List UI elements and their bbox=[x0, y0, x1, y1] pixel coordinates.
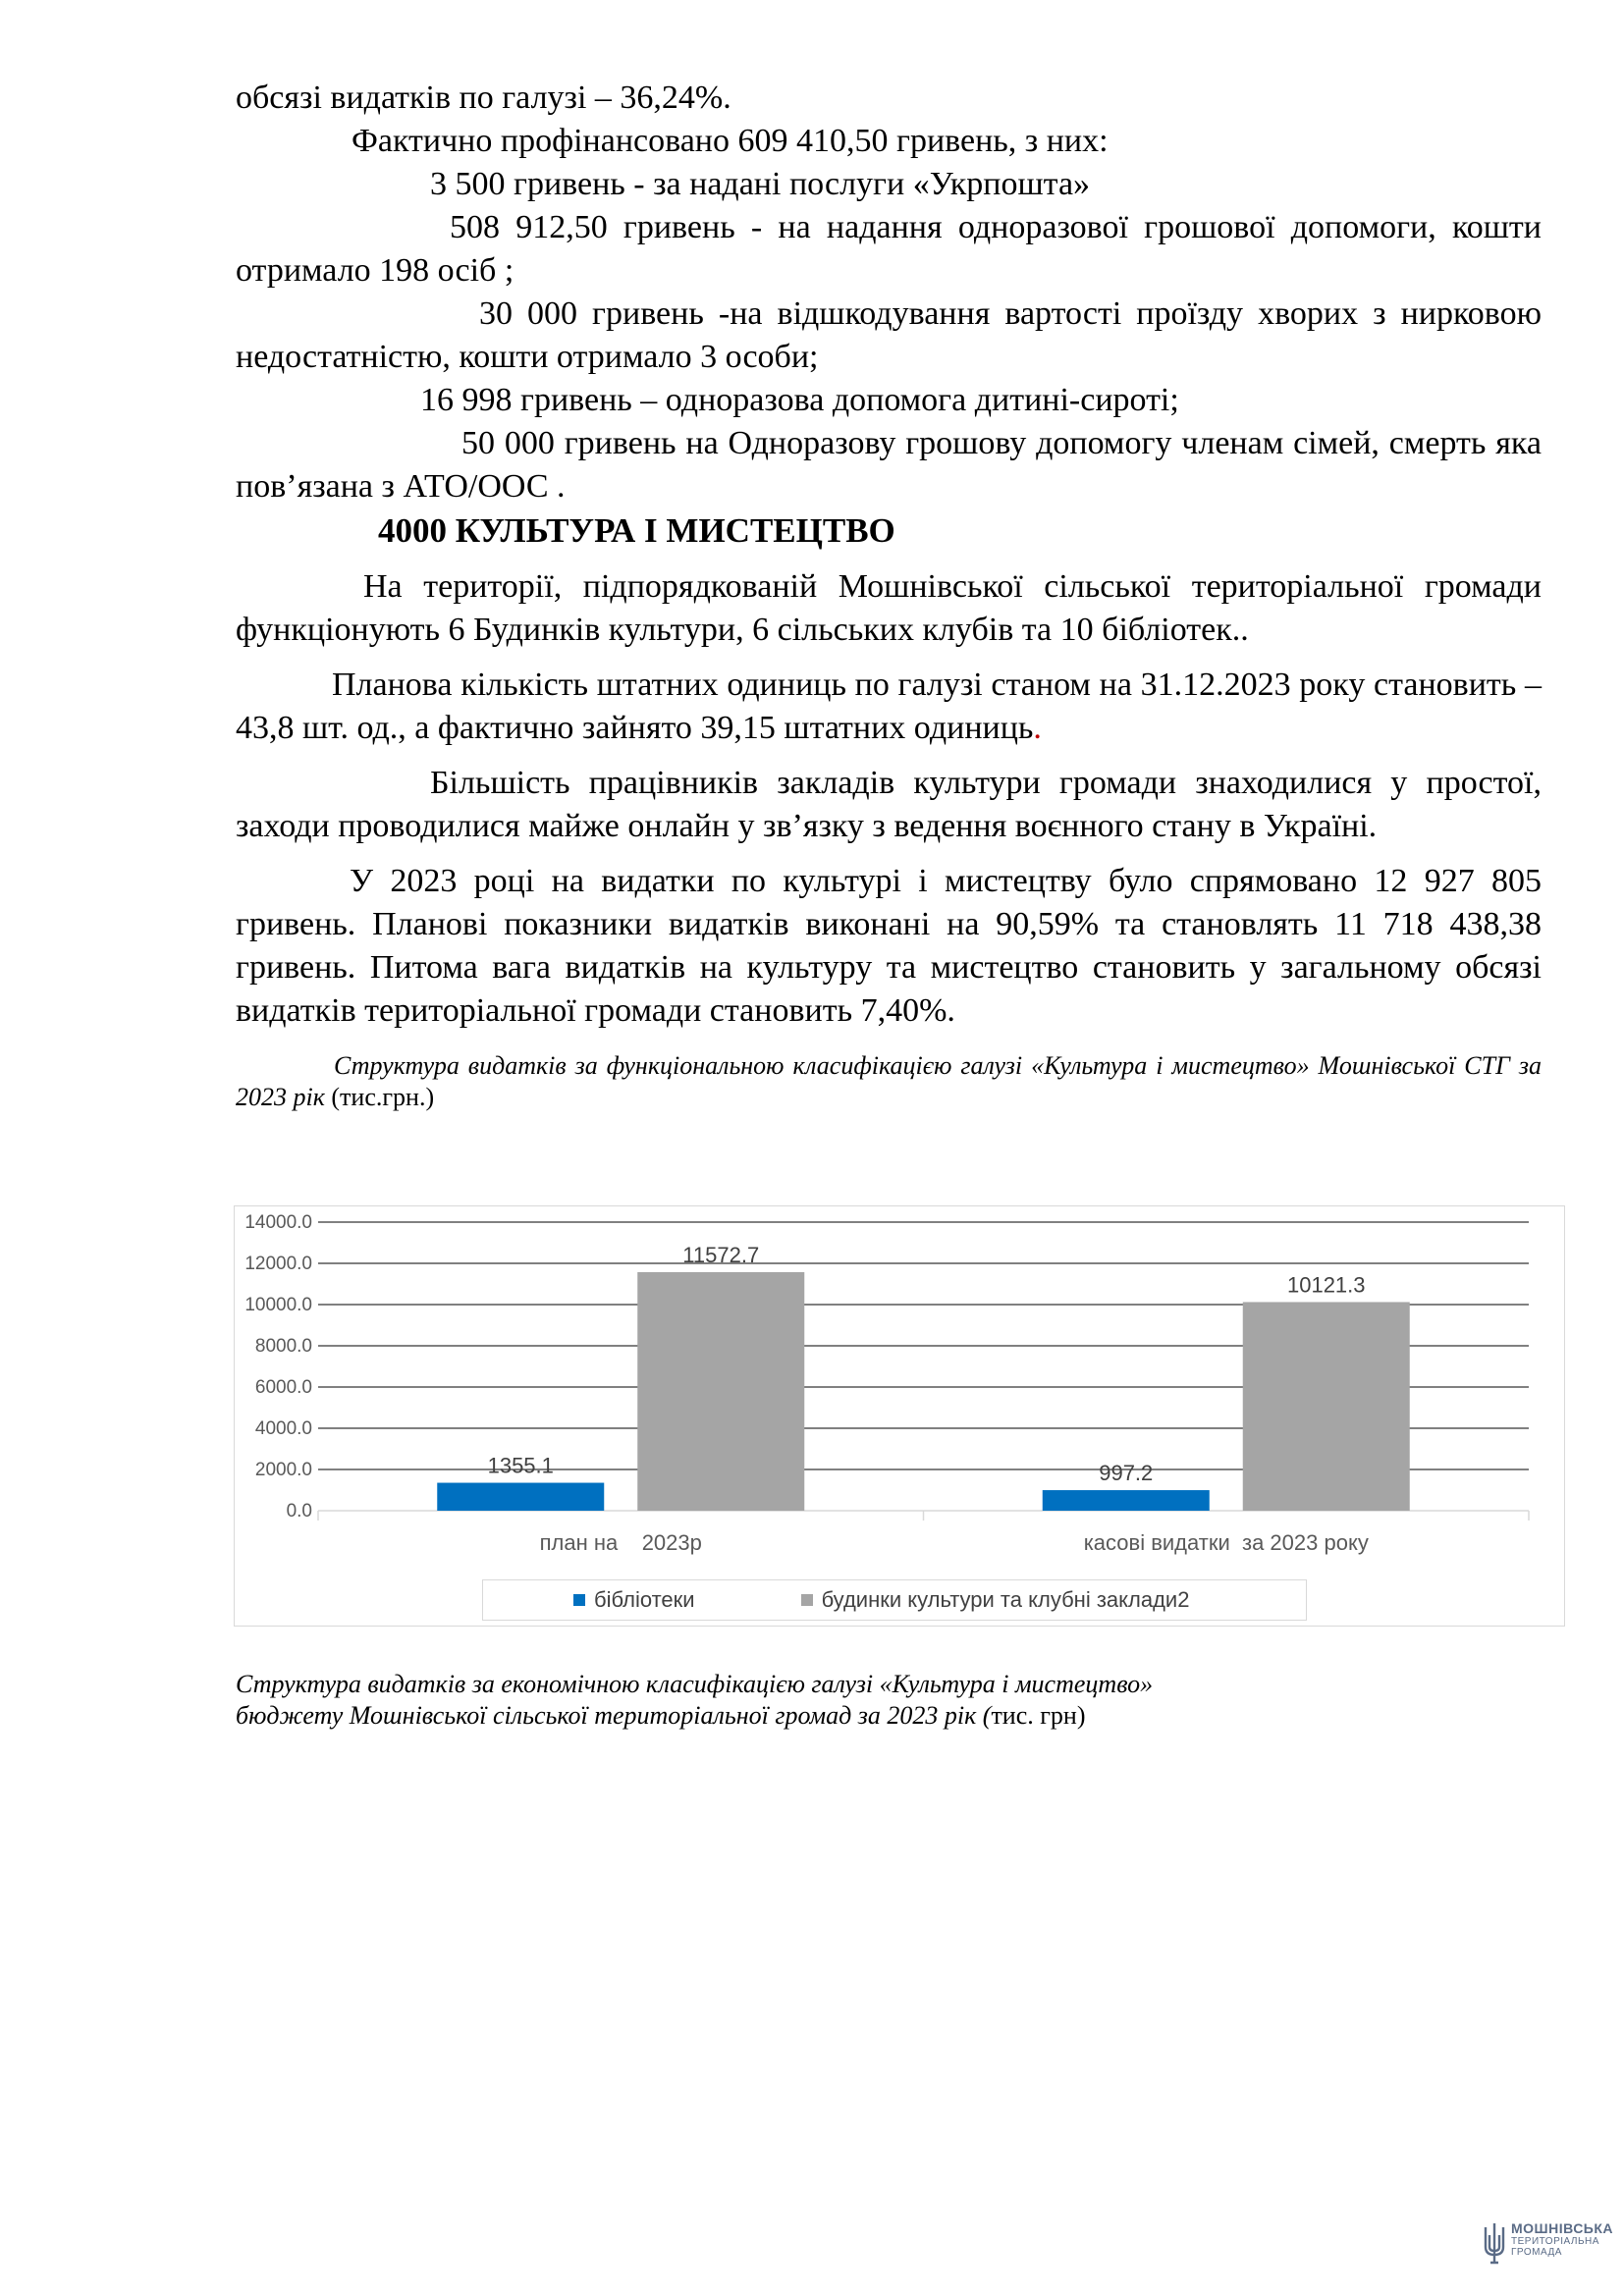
legend-item-culture-houses bbox=[801, 1587, 1190, 1613]
section-heading: 4000 КУЛЬТУРА І МИСТЕЦТВО bbox=[378, 511, 895, 550]
x-category-label: план на 2023р bbox=[539, 1530, 702, 1555]
caption-economic bbox=[236, 1669, 1414, 1732]
logo-subtitle: ТЕРИТОРІАЛЬНА bbox=[1511, 2236, 1599, 2247]
paragraph: обсязі видатків по галузі – 36,24%. bbox=[236, 80, 731, 116]
y-tick-label: 12000.0 bbox=[244, 1254, 312, 1274]
bar-chart bbox=[234, 1205, 1565, 1627]
paragraph: 508 912,50 гривень - на надання одноразової грошової допомоги, кошти отримало 198 осіб ; bbox=[236, 209, 1542, 289]
caption-line: Структура видатків за економічною класифікацією галузі «Культура і мистецтво» bbox=[236, 1670, 1154, 1698]
legend-label: бібліотеки bbox=[594, 1587, 695, 1612]
bar-libraries bbox=[437, 1483, 604, 1511]
red-dot: . bbox=[1033, 710, 1042, 746]
caption-paren: ( bbox=[982, 1701, 992, 1730]
paragraph: 3 500 гривень - за надані послуги «Укрпошта» bbox=[430, 166, 1091, 202]
data-label: 1355.1 bbox=[487, 1453, 554, 1478]
caption-text: бюджету Мошнівської сільської територіальної громад за 2023 рік bbox=[236, 1701, 983, 1730]
y-tick-label: 10000.0 bbox=[244, 1295, 312, 1315]
bar-libraries bbox=[1043, 1490, 1210, 1511]
caption-unit: (тис.грн.) bbox=[324, 1083, 435, 1111]
y-tick-label: 6000.0 bbox=[254, 1377, 312, 1398]
logo-subtitle: ГРОМАДА bbox=[1511, 2247, 1562, 2258]
chart-caption bbox=[236, 1050, 1542, 1113]
y-tick-label: 14000.0 bbox=[244, 1212, 312, 1233]
paragraph-text: Планова кількість штатних одиниць по галузі станом на 31.12.2023 року становить – 43,8 шт. од., а фактично зайнято 39,15 штатних одиниць bbox=[236, 667, 1542, 746]
paragraph: У 2023 році на видатки по культурі і мистецтву було спрямовано 12 927 805 гривень. Планові показники видатків виконані на 90,59% та становлять 11 718 438,38 гривень. Питома вага видатків на культуру та мистецтво становить у загальному обсязі видатків територіальної громади становить 7,40%. bbox=[236, 863, 1542, 1029]
chart-svg bbox=[235, 1206, 1564, 1626]
chart-legend bbox=[482, 1579, 1307, 1621]
paragraph: Фактично профінансовано 609 410,50 гривень, з них: bbox=[352, 123, 1109, 159]
bar-culture-houses bbox=[1243, 1302, 1410, 1511]
legend-item-libraries bbox=[573, 1587, 695, 1613]
community-logo bbox=[1482, 2221, 1613, 2267]
paragraph: На території, підпорядкованій Мошнівської сільської територіальної громади функціонують 6 Будинків культури, 6 сільських клубів та 10 бібліотек.. bbox=[236, 568, 1542, 648]
document-body bbox=[236, 77, 1542, 1113]
data-label: 11572.7 bbox=[682, 1242, 760, 1267]
y-tick-label: 4000.0 bbox=[254, 1418, 312, 1439]
paragraph: 30 000 гривень -на відшкодування вартості проїзду хворих з нирковою недостатністю, кошти отримало 3 особи; bbox=[236, 295, 1542, 375]
caption-line bbox=[236, 1700, 1414, 1732]
logo-title: МОШНІВСЬКА bbox=[1511, 2220, 1614, 2236]
caption-unit: тис. грн) bbox=[991, 1701, 1086, 1730]
trident-icon bbox=[1482, 2221, 1507, 2267]
y-tick-label: 0.0 bbox=[286, 1501, 312, 1522]
paragraph bbox=[236, 664, 1542, 750]
data-label: 997.2 bbox=[1099, 1461, 1154, 1486]
paragraph: 16 998 гривень – одноразова допомога дитині-сироті; bbox=[420, 382, 1179, 418]
data-label: 10121.3 bbox=[1286, 1272, 1366, 1298]
x-category-label: касові видатки за 2023 року bbox=[1083, 1530, 1369, 1555]
y-tick-label: 2000.0 bbox=[254, 1460, 312, 1480]
bar-culture-houses bbox=[637, 1272, 804, 1511]
y-tick-label: 8000.0 bbox=[254, 1336, 312, 1357]
caption-text: Структура видатків за функціональною класифікацією галузі «Культура і мистецтво» Мошнівської СТГ за 2023 рік bbox=[236, 1051, 1542, 1111]
paragraph: 50 000 гривень на Одноразову грошову допомогу членам сімей, смерть яка пов’язана з АТО/ООС . bbox=[236, 425, 1542, 505]
paragraph: Більшість працівників закладів культури громади знаходилися у простої, заходи проводилися майже онлайн у зв’язку з ведення воєнного стану в Україні. bbox=[236, 765, 1542, 844]
legend-swatch-blue bbox=[573, 1594, 585, 1606]
legend-label: будинки культури та клубні заклади2 bbox=[821, 1587, 1190, 1612]
legend-swatch-gray bbox=[801, 1594, 813, 1606]
